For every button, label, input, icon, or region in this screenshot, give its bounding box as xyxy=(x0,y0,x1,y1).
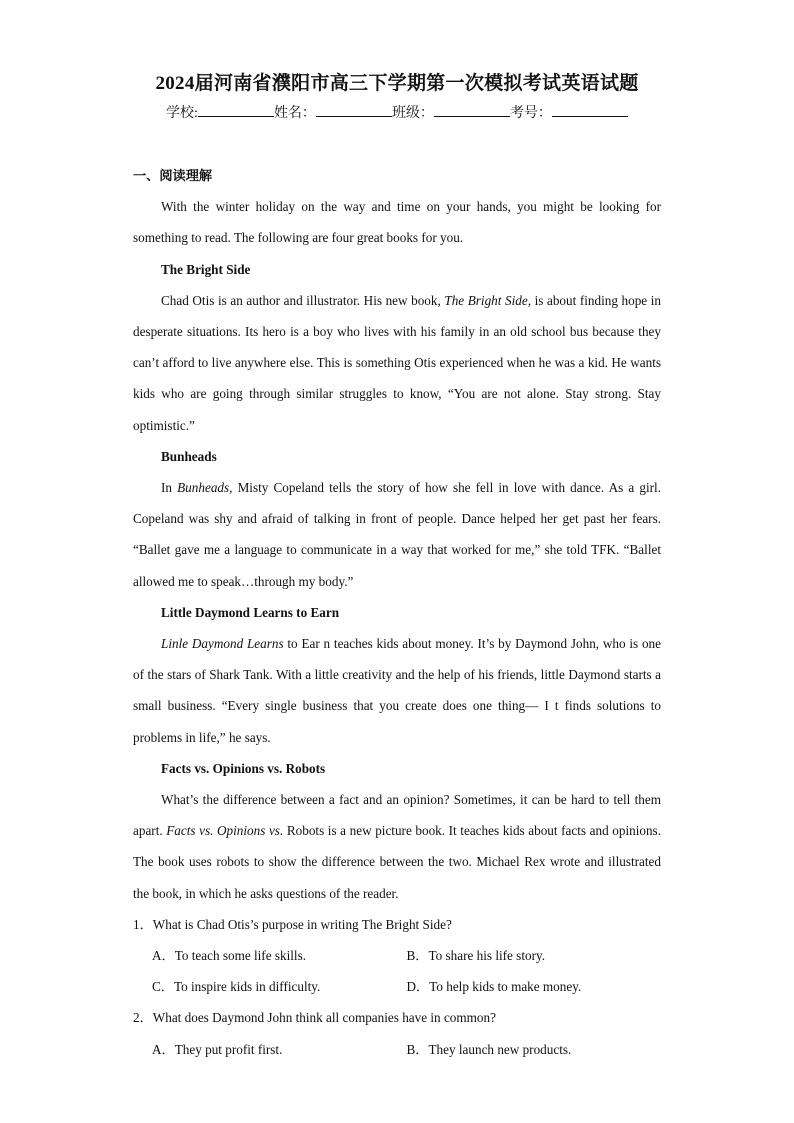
book-title-facts-opinions-robots: Facts vs. Opinions vs. Robots xyxy=(161,760,326,776)
exam-number-label: 考号： xyxy=(509,106,552,121)
section-heading: 一、阅读理解 xyxy=(133,168,213,183)
reading-section xyxy=(133,160,661,1065)
question-1-option-c[interactable]: C．To inspire kids in difficulty. xyxy=(152,979,321,995)
question-2-stem: 2．What does Daymond John think all companies have in common? xyxy=(133,1010,496,1026)
question-1-options-row-2 xyxy=(133,971,661,1002)
intro-paragraph: With the winter holiday on the way and time on your hands, you might be looking for something to read. The following are four great books for you. xyxy=(133,199,661,246)
book-description-bunheads: In Bunheads, Misty Copeland tells the story of how she fell in love with dance. As a girl. Copeland was shy and afraid of talking in front of people. Dance helped her get past her fears. “Ballet gave me a language to communicate in a way that worked for me,” she told TFK. “Ballet allowed me to speak…through my body.” xyxy=(133,480,661,589)
question-1-stem: 1．What is Chad Otis’s purpose in writing The Bright Side? xyxy=(133,916,452,932)
class-label: 班级： xyxy=(391,106,434,121)
class-blank[interactable] xyxy=(434,102,510,117)
student-info-line xyxy=(0,102,794,122)
school-blank[interactable] xyxy=(198,102,274,117)
question-1-option-a[interactable]: A．To teach some life skills. xyxy=(152,948,306,964)
name-label: 姓名： xyxy=(273,106,316,121)
question-1-options-row-1 xyxy=(133,940,661,971)
question-1-option-d[interactable]: D．To help kids to make money. xyxy=(406,979,582,995)
name-blank[interactable] xyxy=(316,102,392,117)
book-title-bright-side: The Bright Side xyxy=(161,261,251,277)
book-title-bunheads: Bunheads xyxy=(161,448,217,464)
book-description-facts-opinions-robots: What’s the difference between a fact and an opinion? Sometimes, it can be hard to tell them apart. Facts vs. Opinions vs. Robots is a new picture book. It teaches kids about facts and opinions. The book uses robots to show the difference between the two. Michael Rex wrote and illustrated the book, in which he asks questions of the reader. xyxy=(133,792,661,901)
school-label: 学校: xyxy=(166,106,198,121)
exam-title: 2024届河南省濮阳市高三下学期第一次模拟考试英语试题 xyxy=(155,73,639,94)
book-description-little-daymond: Linle Daymond Learns to Ear n teaches kids about money. It’s by Daymond John, who is one of the stars of Shark Tank. With a little creativity and the help of his friends, little Daymond starts a small business. “Every single business that you create does one thing— I t finds solutions to problems in life,” he says. xyxy=(133,636,662,745)
book-title-little-daymond: Little Daymond Learns to Earn xyxy=(161,604,340,620)
question-2-options-row-1 xyxy=(133,1034,661,1065)
question-1-option-b[interactable]: B．To share his life story. xyxy=(406,948,545,964)
exam-number-blank[interactable] xyxy=(552,102,628,117)
question-2-option-a[interactable]: A．They put profit first. xyxy=(152,1041,283,1057)
question-2-option-b[interactable]: B．They launch new products. xyxy=(406,1041,572,1057)
book-description-bright-side: Chad Otis is an author and illustrator. His new book, The Bright Side, is about finding hope in desperate situations. Its hero is a boy who lives with his family in an old school bus because they can’t afford to live anywhere else. This is something Otis experienced when he was a kid. He wants kids who are going through similar struggles to know, “You are not alone. Stay strong. Stay optimistic.” xyxy=(133,292,661,433)
